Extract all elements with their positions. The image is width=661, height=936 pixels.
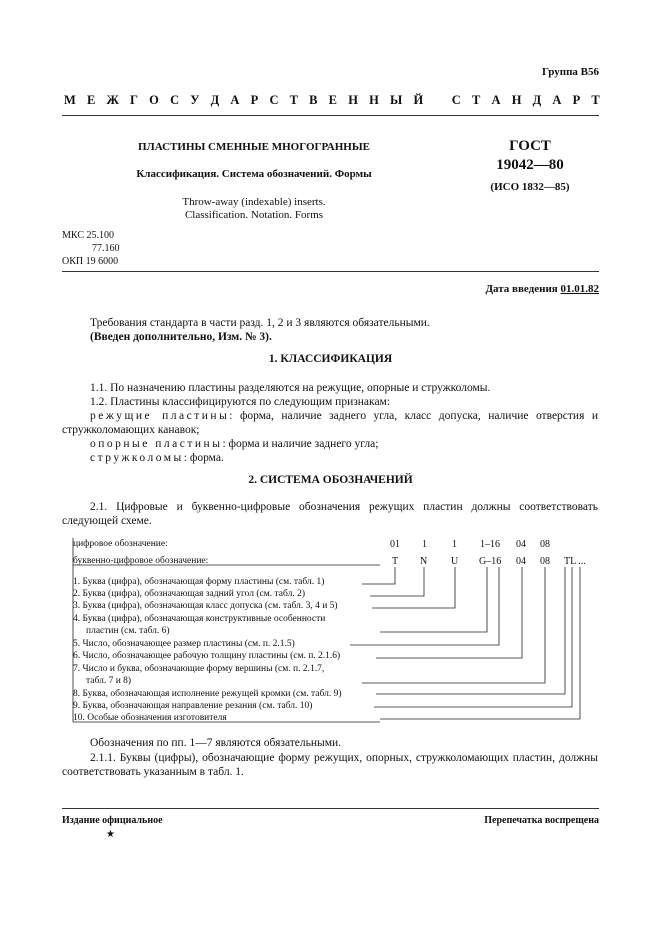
chipbreakers-term: стружколомы [90,452,184,464]
section2-title: 2. СИСТЕМА ОБОЗНАЧЕНИЙ [248,474,413,486]
banner-letter: Ж [106,93,119,107]
digital-code-4: 1–16 [480,539,500,550]
alpha-code-1: T [392,556,399,567]
banner-letter: Р [572,93,581,107]
alpha-code-7: TL ... [564,556,586,567]
support-inserts-term: опорные пластины [90,438,223,450]
footer-divider [62,808,599,809]
digital-code-3: 1 [452,539,457,550]
banner-letter: Р [250,93,259,107]
mandatory-note: Обозначения по пп. 1—7 являются обязательными. [90,737,342,749]
alpha-code-6: 08 [540,556,550,567]
banner-letter: Н [511,93,522,107]
legend-item-9: 9. Буква, обозначающая направление резания (см. табл. 10) [73,701,313,711]
mks-code-1: МКС 25.100 [62,230,114,241]
banner-letter: Й [413,93,424,107]
cutting-inserts-term: режущие пластины [90,410,230,422]
mks-code-2: 77.160 [92,243,120,254]
banner-letter: С [451,93,461,107]
digital-code-5: 04 [516,539,526,550]
alpha-code-5: 04 [516,556,526,567]
legend-item-5: 5. Число, обозначающее размер пластины (см. п. 2.1.5) [73,639,295,649]
subtitle: Классификация. Система обозначений. Формы [136,168,372,180]
banner-letter: С [170,93,180,107]
legend-item-3: 3. Буква (цифра), обозначающая класс допуска (см. табл. 3, 4 и 5) [73,601,338,611]
gost-number: 19042—80 [496,157,564,173]
star-icon: ★ [106,829,115,840]
banner-letter: Н [348,93,358,107]
iso-reference: (ИСО 1832—85) [490,181,570,193]
banner-letter: Н [369,93,379,107]
support-inserts-desc: : форма и наличие заднего угла; [222,438,379,450]
banner-letter: М [64,93,76,107]
leader-1 [362,567,395,584]
banner-letter: А [552,93,562,107]
official-edition: Издание официальное [62,815,163,826]
legend-item-7: 7. Число и буква, обозначающие форму вершины (см. п. 2.1.7, [73,664,325,674]
legend-item-4: 4. Буква (цифра), обозначающая конструктивные особенности [73,614,326,624]
banner-letter: Т [591,93,600,107]
banner-letter: У [190,93,200,107]
alpha-label: буквенно-цифровое обозначение: [73,556,209,566]
cutting-inserts-desc: : форма, наличие заднего угла, класс допуска, наличие отверстия и стружколомающих канавок; [62,410,598,436]
legend-item-4-cont: пластин (см. табл. 6) [86,626,170,636]
leader-5 [350,567,499,645]
banner-letter: Ы [390,93,403,107]
banner-letter: А [230,93,240,107]
legend-item-2: 2. Буква (цифра), обозначающая задний угол (см. табл. 2) [73,589,305,599]
leader-8 [376,567,565,694]
okp-code: ОКП 19 6000 [62,256,119,267]
leader-3 [372,567,455,608]
alpha-code-3: U [451,556,459,567]
legend-item-7-cont: табл. 7 и 8) [86,676,132,686]
banner-letter: Т [471,93,481,107]
banner-letter: Е [86,93,96,107]
digital-label: цифровое обозначение: [73,539,168,549]
gost-label: ГОСТ [509,138,551,154]
leader-4 [380,567,487,632]
intro-date-value: 01.01.82 [560,283,599,295]
banner-letter: А [491,93,501,107]
leader-9 [374,567,572,707]
chipbreakers-desc: : форма. [183,452,224,464]
alpha-code-4: G–16 [479,556,502,567]
digital-code-6: 08 [540,539,550,550]
banner-letter: Д [210,93,220,107]
digital-code-1: 01 [390,539,400,550]
banner-letter: О [149,93,159,107]
section1-title: 1. КЛАССИФИКАЦИЯ [268,353,393,365]
digital-code-2: 1 [422,539,427,550]
banner-letter: С [269,93,279,107]
main-title: ПЛАСТИНЫ СМЕННЫЕ МНОГОГРАННЫЕ [137,141,371,153]
alpha-code-2: N [420,556,428,567]
english-title-line1: Throw-away (indexable) inserts. [182,196,326,208]
reprint-notice: Перепечатка воспрещена [484,815,599,826]
legend-item-6: 6. Число, обозначающее рабочую толщину пластины (см. п. 2.1.6) [73,651,341,661]
banner-letter: В [309,93,318,107]
legend-item-1: 1. Буква (цифра), обозначающая форму пластины (см. табл. 1) [73,577,325,587]
added-note: (Введен дополнительно, Изм. № 3). [90,331,272,343]
banner-letter: Е [328,93,338,107]
legend-item-10: 10. Особые обозначения изготовителя [73,713,227,723]
group-label: Группа В56 [541,66,599,78]
leader-10 [380,567,580,719]
intro-date-label: Дата введения [485,283,558,295]
section1-p1: 1.1. По назначению пластины разделяются на режущие, опорные и стружколомы. [90,382,491,394]
section2-p211: 2.1.1. Буквы (цифры), обозначающие форму режущих, опорных, стружколомающих пластин, должны соответствовать указанным в табл. 1. [62,752,598,778]
english-title-line2: Classification. Notation. Forms [184,209,324,221]
leader-6 [376,567,522,658]
banner-letter: Д [532,93,542,107]
section2-p1: 2.1. Цифровые и буквенно-цифровые обозначения режущих пластин должны соответствовать следующей схеме. [62,501,598,527]
section1-p2: 1.2. Пластины классифицируются по следующим признакам: [90,396,391,408]
leader-2 [370,567,424,596]
requirements-text: Требования стандарта в части разд. 1, 2 и 3 являются обязательными. [90,317,430,329]
banner-letter: Т [289,93,298,107]
banner-letter: Г [130,93,138,107]
legend-item-8: 8. Буква, обозначающая исполнение режущей кромки (см. табл. 9) [73,689,342,699]
